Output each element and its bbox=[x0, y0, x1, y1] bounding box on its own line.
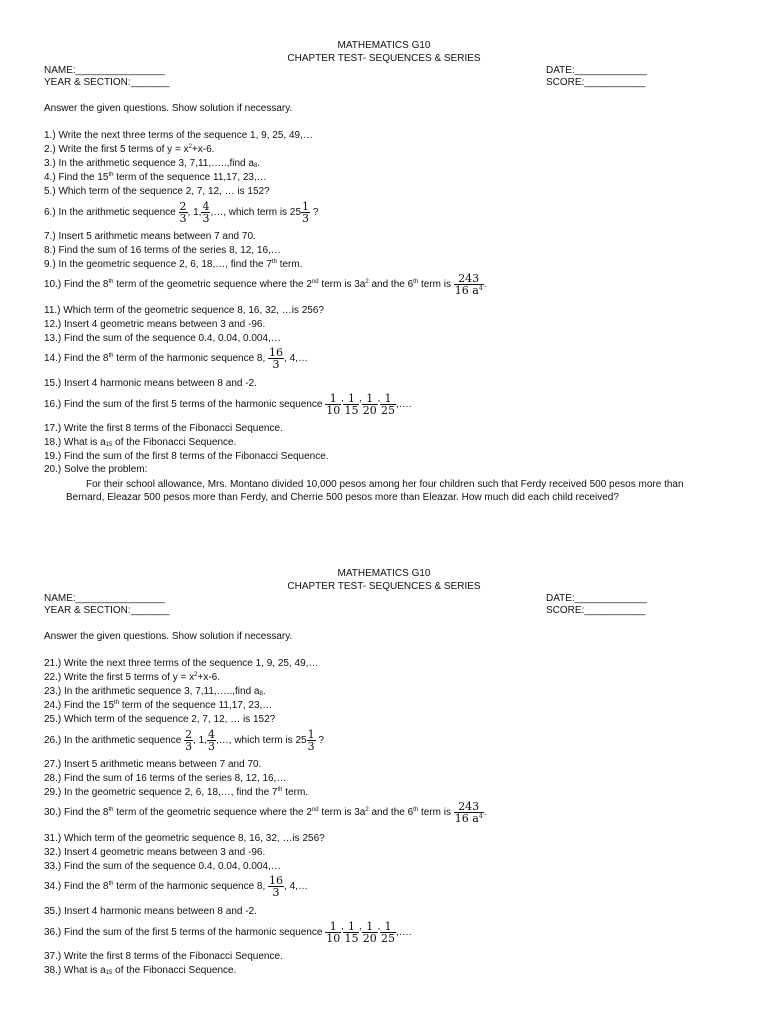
score-field: SCORE:___________ bbox=[546, 77, 646, 88]
question-24: 24.) Find the 15th term of the sequence 11,17, 23,… bbox=[44, 700, 273, 711]
question-17: 17.) Write the first 8 terms of the Fibonacci Sequence. bbox=[44, 423, 283, 434]
question-20: 20.) Solve the problem: bbox=[44, 464, 148, 475]
question-35: 35.) Insert 4 harmonic means between 8 and -2. bbox=[44, 906, 257, 917]
question-31: 31.) Which term of the geometric sequence 8, 16, 32, …is 256? bbox=[44, 833, 325, 844]
question-3: 3.) In the arithmetic sequence 3, 7,11,…..,find $a_8$. bbox=[44, 158, 261, 169]
question-14: 14.) Find the 8th term of the harmonic sequence 8, $\frac{16}{3}$ , 4,… bbox=[44, 346, 308, 371]
question-26: 26.) In the arithmetic sequence $\frac{2}{3}$ , 1, $\frac{4}{3}$ ,…, which term is 25 $\frac{1}{3}$ ? bbox=[44, 728, 324, 753]
question-38: 38.) What is $a_{15}$ of the Fibonacci Sequence. bbox=[44, 965, 237, 976]
question-34: 34.) Find the 8th term of the harmonic sequence 8, $\frac{16}{3}$ , 4,… bbox=[44, 874, 308, 899]
instructions: Answer the given questions. Show solution if necessary. bbox=[44, 631, 293, 642]
question-4: 4.) Find the 15th term of the sequence 11,17, 23,… bbox=[44, 172, 267, 183]
score-field: SCORE:___________ bbox=[546, 605, 646, 616]
date-field: DATE:_____________ bbox=[546, 593, 648, 604]
question-19: 19.) Find the sum of the first 8 terms of the Fibonacci Sequence. bbox=[44, 451, 329, 462]
instructions: Answer the given questions. Show solution if necessary. bbox=[44, 103, 293, 114]
fraction-1-3: $\frac{1}{3}$ bbox=[302, 200, 310, 225]
name-field: NAME:________________ bbox=[44, 65, 165, 76]
question-36: 36.) Find the sum of the first 5 terms of the harmonic sequence $\frac{1}{10}$ ’ $\frac{1}{15}$ ’ $\frac{1}{20}$ ’ $\frac{1}{25}$ ,…. bbox=[44, 920, 412, 945]
question-9: 9.) In the geometric sequence 2, 6, 18,…, find the 7th term. bbox=[44, 259, 303, 270]
fraction-2-3: $\frac{2}{3}$ bbox=[185, 728, 193, 753]
question-6: 6.) In the arithmetic sequence $\frac{2}{3}$ , 1, $\frac{4}{3}$ ,…, which term is 25 $\frac{1}{3}$ ? bbox=[44, 200, 319, 225]
question-15: 15.) Insert 4 harmonic means between 8 and -2. bbox=[44, 378, 257, 389]
question-18: 18.) What is $a_{15}$ of the Fibonacci Sequence. bbox=[44, 437, 237, 448]
word-problem: For their school allowance, Mrs. Montano divided 10,000 pesos among her four children such that Ferdy received 500 pesos more than Bernard, Eleazar 500 pesos more than Ferdy, and Cherrie 500 pesos more than Eleazar. How much did each child received? bbox=[66, 479, 684, 503]
question-33: 33.) Find the sum of the sequence 0.4, 0.04, 0.004,… bbox=[44, 861, 281, 872]
question-32: 32.) Insert 4 geometric means between 3 and -96. bbox=[44, 847, 266, 858]
fraction-4-3: $\frac{4}{3}$ bbox=[202, 200, 210, 225]
fraction-4-3: $\frac{4}{3}$ bbox=[208, 728, 215, 753]
question-10: 10.) Find the 8th term of the geometric sequence where the 2nd term is $3a^2$ and the 6th term is $\frac{243}{16 a^4}$ . bbox=[44, 272, 487, 297]
question-25: 25.) Which term of the sequence 2, 7, 12, … is 152? bbox=[44, 714, 276, 725]
fraction-1-3: $\frac{1}{3}$ bbox=[307, 728, 315, 753]
question-29: 29.) In the geometric sequence 2, 6, 18,…, find the 7th term. bbox=[44, 787, 309, 798]
question-2: 2.) Write the first 5 terms of $y = x^2+x-6$. bbox=[44, 144, 215, 155]
question-1: 1.) Write the next three terms of the sequence 1, 9, 25, 49,… bbox=[44, 130, 313, 141]
subject-title: MATHEMATICS G10 bbox=[337, 40, 431, 51]
question-16: 16.) Find the sum of the first 5 terms of the harmonic sequence $\frac{1}{10}$ ’ $\frac{1}{15}$ ’ $\frac{1}{20}$ ’ $\frac{1}{25}$ ,…. bbox=[44, 392, 412, 417]
question-12: 12.) Insert 4 geometric means between 3 and -96. bbox=[44, 319, 266, 330]
question-5: 5.) Which term of the sequence 2, 7, 12, … is 152? bbox=[44, 186, 270, 197]
fraction-243-16a4: $\frac{243}{16 a^4}$ bbox=[454, 272, 483, 297]
date-field: DATE:_____________ bbox=[546, 65, 648, 76]
question-28: 28.) Find the sum of 16 terms of the series 8, 12, 16,… bbox=[44, 773, 287, 784]
name-field: NAME:________________ bbox=[44, 593, 165, 604]
chapter-title: CHAPTER TEST- SEQUENCES & SERIES bbox=[287, 581, 481, 592]
fraction-243-16a4: $\frac{243}{16 a^4}$ bbox=[454, 800, 483, 825]
question-27: 27.) Insert 5 arithmetic means between 7 and 70. bbox=[44, 759, 262, 770]
year-section-field: YEAR & SECTION:_______ bbox=[44, 77, 170, 88]
fraction-16-3: $\frac{16}{3}$ bbox=[269, 874, 284, 899]
question-30: 30.) Find the 8th term of the geometric sequence where the 2nd term is $3a^2$ and the 6th term is $\frac{243}{16 a^4}$ . bbox=[44, 800, 487, 825]
question-11: 11.) Which term of the geometric sequence 8, 16, 32, …is 256? bbox=[44, 305, 324, 316]
question-23: 23.) In the arithmetic sequence 3, 7,11,…..,find $a_8$. bbox=[44, 686, 266, 697]
fraction-2-3: $\frac{2}{3}$ bbox=[179, 200, 187, 225]
question-7: 7.) Insert 5 arithmetic means between 7 and 70. bbox=[44, 231, 256, 242]
question-8: 8.) Find the sum of 16 terms of the series 8, 12, 16,… bbox=[44, 245, 281, 256]
question-37: 37.) Write the first 8 terms of the Fibonacci Sequence. bbox=[44, 951, 283, 962]
chapter-title: CHAPTER TEST- SEQUENCES & SERIES bbox=[287, 53, 481, 64]
year-section-field: YEAR & SECTION:_______ bbox=[44, 605, 170, 616]
question-21: 21.) Write the next three terms of the sequence 1, 9, 25, 49,… bbox=[44, 658, 319, 669]
subject-title: MATHEMATICS G10 bbox=[337, 568, 431, 579]
question-13: 13.) Find the sum of the sequence 0.4, 0.04, 0.004,… bbox=[44, 333, 281, 344]
question-22: 22.) Write the first 5 terms of $y = x^2+x-6$. bbox=[44, 672, 220, 683]
fraction-16-3: $\frac{16}{3}$ bbox=[269, 346, 284, 371]
